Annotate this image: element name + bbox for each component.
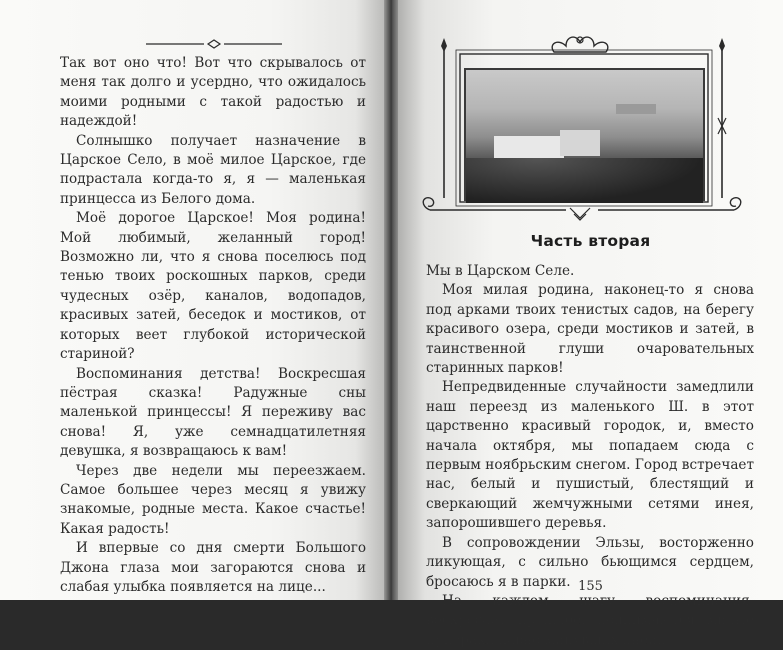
paragraph: Через две недели мы переезжаем. Самое большее через месяц я увижу знакомые, родные места. Какое счастье! Какая радость! xyxy=(60,462,366,537)
page-number: 155 xyxy=(578,579,603,594)
paragraph: Моё дорогое Царское! Моя родина! Мой любимый, желанный город! Возможно ли, что я снова поселюсь под тенью твоих роскошных парков, среди чудесных озёр, каналов, водопадов, красивых затей, беседок и мостиков, от которых веет глубокой исторической стариной? xyxy=(60,210,366,363)
paragraph: Солнышко получает назначение в Царское Село, в моё милое Царское, где подрастала когда-то я, я — маленькая принцесса из Белого дома. xyxy=(60,132,366,207)
chapter-illustration-photo xyxy=(464,68,705,201)
left-page-text xyxy=(60,54,366,597)
header-ornament xyxy=(146,39,282,49)
paragraph: Так вот оно что! Вот что скрывалось от меня так долго и усердно, что ожидалось моими родными с такой радостью и надеждой! xyxy=(60,55,366,130)
chapter-title: Часть вторая xyxy=(530,232,651,250)
left-page xyxy=(0,0,386,600)
paragraph: Моя милая родина, наконец-то я снова под арками твоих тенистых садов, на берегу красивого озера, среди мостиков и затей, в таинственной глуши очаровательных старинных парков! xyxy=(426,282,754,377)
paragraph: На каждом шагу воспоминания, воскресает прошлое, поднимаются милые призраки давно минувших дней... xyxy=(426,592,754,648)
paragraph: И впервые со дня смерти Большого Джона глаза мои загораются снова и слабая улыбка появляется на лице... xyxy=(60,540,366,595)
paragraph: Воспоминания детства! Воскресшая пёстрая сказка! Радужные сны маленькой принцессы! Я переживу вас снова! Я, уже семнадцатилетняя девушка, я возвращаюсь к вам! xyxy=(60,365,366,460)
paragraph: Мы в Царском Селе. xyxy=(426,263,575,279)
paragraph: Непредвиденные случайности замедлили наш переезд из маленького Ш. в этот царственно красивый городок, и, вместо начала октября, мы попадаем сюда с первым ноябрьским снегом. Город встречает нас, белый и пушистый, блестящий и сверкающий жемчужными сетями инея, запорошившего деревья. xyxy=(426,379,754,532)
right-page xyxy=(398,0,783,648)
paragraph: В сопровождении Эльзы, восторженно ликующая, с сильно бьющимся сердцем, бросаюсь я в парки. xyxy=(426,534,754,590)
